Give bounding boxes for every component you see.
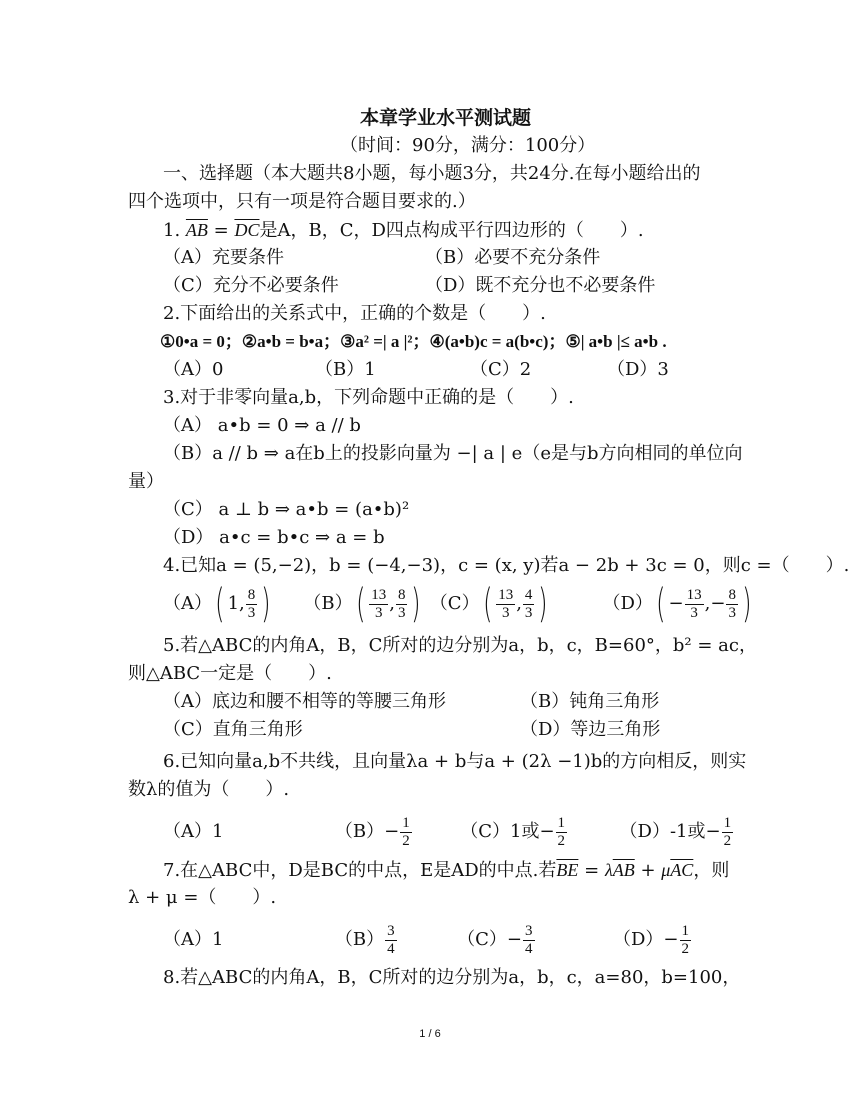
q7-formula: $\overline{BE} = \lambda\overline{AB} + \mu\overline{AC}$，则 [556, 860, 730, 881]
q2-relations: ①0•a = 0；②a•b = b•a；③a² =| a |²；④(a•b)c = a(b•c)；⑤| a•b |≤ a•b . [160, 332, 667, 351]
q3-option-c: （C） a ⊥ b ⇒ a•b = (a•b)² [163, 499, 410, 520]
q1-option-b: （B）必要不充分条件 [425, 247, 601, 268]
q1-option-a: （A）充要条件 [163, 247, 284, 268]
question-5: 5.若△ABC的内角A，B，C所对的边分别为a，b，c，B=60°，b² = ac， [163, 635, 757, 656]
question-7 [163, 856, 729, 885]
section-heading-cont: 四个选项中，只有一项是符合题目要求的.） [128, 191, 476, 212]
q1-option-c: （C）充分不必要条件 [163, 275, 339, 296]
q5-option-c: （C）直角三角形 [163, 719, 303, 740]
question-8: 8.若△ABC的内角A，B，C所对的边分别为a，b，c，a=80，b=100， [163, 967, 741, 988]
q4-option-a-label: （A） [163, 593, 212, 614]
q2-option-d: （D）3 [607, 359, 669, 380]
section-heading: 一、选择题（本大题共8小题，每小题3分，共24分.在每小题给出的 [163, 163, 701, 184]
q6-option-b: （B） [334, 821, 385, 842]
q7-option-c: （C） [457, 929, 507, 950]
question-6: 6.已知向量a,b不共线，且向量λa + b与a + (2λ −1)b的方向相反，则实 [163, 751, 747, 772]
question-2: 2.下面给出的关系式中，正确的个数是（ ）. [163, 303, 546, 324]
q1-option-d: （D）既不充分也不必要条件 [425, 275, 656, 296]
q5-option-a: （A）底边和腰不相等的等腰三角形 [163, 691, 446, 712]
q6-option-d: （D）-1或 [619, 821, 706, 842]
question-1 [163, 216, 644, 245]
question-6-cont: 数λ的值为（ ）. [128, 779, 290, 800]
page-number: 1 / 6 [419, 1028, 441, 1040]
question-5-cont: 则△ABC一定是（ ）. [128, 663, 332, 684]
q6-option-a: （A）1 [163, 821, 224, 842]
q4-options: （A）( 1, $\frac{8}{3}$ ) （B）( $\frac{13}{3}$ , $\frac{8}{3}$ ) （C）( $\frac{13}{3}$ , $\frac{4}{3}$ ) （D）( − $\frac{13}{3}$ ,− $\frac{8}{3}$ ) [163, 581, 752, 627]
page-title: 本章学业水平测试题 [360, 107, 532, 129]
q2-option-a: （A）0 [163, 359, 224, 380]
q6-options: （A）1 （B）− $\frac{1}{2}$ （C）1或− $\frac{1}{2}$ （D）-1或− $\frac{1}{2}$ [163, 814, 732, 849]
q5-option-b: （B）钝角三角形 [520, 691, 660, 712]
question-7-cont: λ + μ =（ ）. [128, 887, 277, 908]
q6-option-c: （C）1或 [460, 821, 540, 842]
q4-option-c-label: （C） [429, 593, 480, 614]
q7-text: 7.在△ABC中，D是BC的中点，E是AD的中点.若 [163, 860, 557, 881]
q1-number: 1. [163, 220, 181, 241]
q2-option-c: （C）2 [470, 359, 532, 380]
q4-option-b-label: （B） [303, 593, 353, 614]
q3-option-b-cont: 量） [128, 471, 164, 492]
q4-option-d-label: （D） [602, 593, 653, 614]
question-4: 4.已知a = (5,−2)，b = (−4,−3)，c = (x, y)若a − 2b + 3c = 0，则c =（ ）. [163, 555, 850, 576]
q2-option-b: （B）1 [315, 359, 376, 380]
q3-option-b: （B）a // b ⇒ a在b上的投影向量为 −| a | e（e是与b方向相同的单位向 [163, 443, 743, 464]
q7-option-a: （A）1 [163, 929, 224, 950]
q1-formula: $\overline{AB} = \overline{DC}$ [185, 220, 260, 241]
q5-option-d: （D）等边三角形 [520, 719, 661, 740]
q1-text: 是A，B，C，D四点构成平行四边形的（ ）. [259, 220, 644, 241]
q7-option-d: （D） [612, 929, 664, 950]
q7-option-b: （B） [334, 929, 385, 950]
question-3: 3.对于非零向量a,b，下列命题中正确的是（ ）. [163, 387, 574, 408]
q3-option-a: （A） a•b = 0 ⇒ a // b [163, 415, 361, 436]
q7-options: （A）1 （B） $\frac{3}{4}$ （C）− $\frac{3}{4}$ （D）− $\frac{1}{2}$ [163, 922, 689, 957]
page-subtitle: （时间：90分，满分：100分） [340, 135, 596, 156]
q3-option-d: （D） a•c = b•c ⇒ a = b [163, 527, 385, 548]
